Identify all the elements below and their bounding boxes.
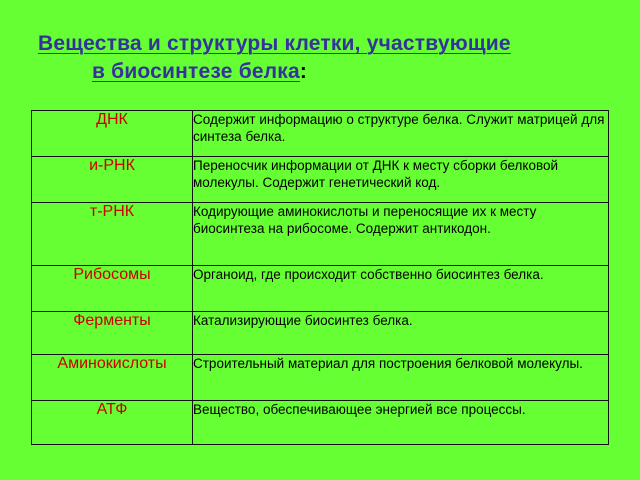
term-cell [32, 157, 193, 203]
term-cell [32, 355, 193, 401]
table-row [32, 157, 609, 203]
term-cell [32, 266, 193, 312]
table-row [32, 203, 609, 266]
term-label: Аминокислоты [57, 355, 167, 372]
table-row [32, 401, 609, 445]
description-cell: Вещество, обеспечивающее энергией все процессы. [193, 401, 609, 445]
term-cell [32, 312, 193, 355]
title-colon: : [299, 60, 308, 83]
title-line-1: Вещества и структуры клетки, участвующие [38, 32, 511, 55]
description-cell: Переносчик информации от ДНК к месту сборки белковой молекулы. Содержит генетический код. [193, 157, 609, 203]
description-cell: Строительный материал для построения белковой молекулы. [193, 355, 609, 401]
biosynthesis-table [31, 110, 609, 445]
term-label: Рибосомы [73, 266, 151, 283]
description-cell: Содержит информацию о структуре белка. Служит матрицей для синтеза белка. [193, 111, 609, 157]
table-row [32, 111, 609, 157]
table-row [32, 266, 609, 312]
page-title [38, 30, 618, 86]
term-label: и-РНК [89, 157, 135, 174]
term-label: ДНК [96, 111, 128, 128]
term-cell [32, 401, 193, 445]
title-line-2 [38, 58, 618, 86]
description-cell: Катализирующие биосинтез белка. [193, 312, 609, 355]
title-line-2-text: в биосинтезе белка [92, 60, 300, 83]
description-cell: Кодирующие аминокислоты и переносящие их к месту биосинтеза на рибосоме. Содержит антикодон. [193, 203, 609, 266]
term-label: т-РНК [89, 203, 135, 220]
term-cell [32, 111, 193, 157]
term-label: АТФ [96, 401, 128, 418]
table-row [32, 355, 609, 401]
term-label: Ферменты [73, 312, 151, 329]
term-cell [32, 203, 193, 266]
table-row [32, 312, 609, 355]
description-cell: Органоид, где происходит собственно биосинтез белка. [193, 266, 609, 312]
